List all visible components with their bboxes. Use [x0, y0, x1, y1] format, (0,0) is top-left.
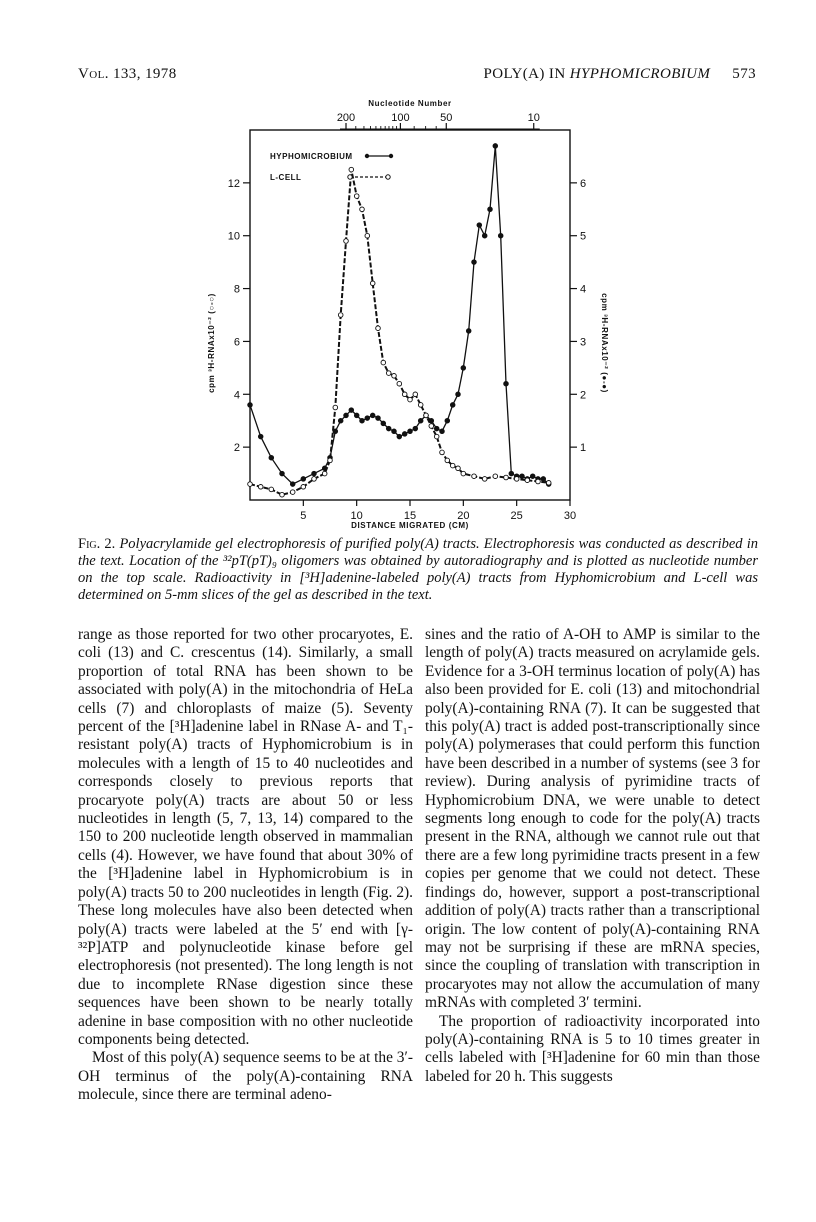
data-point-hyphomicrobium — [354, 413, 359, 418]
right-axis-title: cpm ³H-RNAx10⁻² (●-●) — [600, 293, 609, 393]
series-layer — [248, 144, 551, 497]
data-point-l-cell — [301, 485, 306, 490]
data-point-l-cell — [381, 360, 386, 365]
data-point-hyphomicrobium — [408, 429, 413, 434]
top-axis — [337, 112, 540, 129]
left-y-tick-label: 12 — [227, 177, 240, 190]
data-point-hyphomicrobium — [397, 434, 402, 439]
data-point-l-cell — [536, 479, 541, 484]
left-column — [78, 626, 413, 1105]
right-y-tick-label: 4 — [580, 283, 587, 296]
volume-label: Vol. 133, 1978 — [78, 66, 177, 82]
data-point-l-cell — [493, 474, 498, 479]
data-point-hyphomicrobium — [434, 426, 439, 431]
data-point-l-cell — [365, 233, 370, 238]
data-point-l-cell — [386, 371, 391, 376]
data-point-hyphomicrobium — [349, 408, 354, 413]
left-y-tick-label: 4 — [233, 389, 240, 402]
data-point-hyphomicrobium — [386, 426, 391, 431]
data-point-hyphomicrobium — [530, 474, 535, 479]
top-tick-label: 100 — [391, 112, 410, 124]
left-y-tick-label: 6 — [233, 336, 240, 349]
data-point-hyphomicrobium — [269, 455, 274, 460]
top-tick-label: 10 — [527, 112, 540, 124]
data-point-l-cell — [434, 434, 439, 439]
data-point-l-cell — [269, 487, 274, 492]
data-point-l-cell — [322, 471, 327, 476]
data-point-hyphomicrobium — [520, 474, 525, 479]
data-point-hyphomicrobium — [338, 418, 343, 423]
data-point-l-cell — [440, 450, 445, 455]
caption-label: Fig. 2. — [78, 536, 116, 552]
paragraph: The proportion of radioactivity incorporated into poly(A)-containing RNA is 5 to 10 times greater in cells labeled with [³H]adenine for 60 min than those labeled for 20 h. This suggests — [425, 1012, 760, 1085]
data-point-hyphomicrobium — [445, 418, 450, 423]
paragraph: range as those reported for two other procaryotes, E. coli (13) and C. crescentus (14). Similarly, a small proportion of total RNA has been shown to be associated with poly(A) in the mitochondria of HeLa cells (7) and chloroplasts of maize (5). Seventy percent of the [³H]adenine label in RNase A- and T₁-resistant poly(A) tracts of Hyphomicrobium is in molecules with a length of 15 to 40 nucleotides and corresponds closely to previous reports that procaryote poly(A) tracts are about 50 or less nucleotides in length (5, 7, 13, 14) compared to the 150 to 200 nucleotide length observed in mammalian cells (4). However, we have found that about 30% of the [³H]adenine label in Hyphomicrobium is in poly(A) tracts 50 to 200 nucleotides in length (Fig. 2). These long molecules have also been detected when poly(A) tracts were labeled at the 5′ end with [γ-³²P]ATP and polynucleotide kinase before gel electrophoresis (not presented). The long length is not due to incomplete RNase digestion since these sequences have been shown to be nearly totally adenine in base composition with no other nucleotide components being detected. — [78, 626, 413, 1048]
data-point-l-cell — [354, 194, 359, 199]
data-point-hyphomicrobium — [541, 477, 546, 482]
legend-label-lcell: L-CELL — [270, 173, 302, 182]
data-point-hyphomicrobium — [258, 434, 263, 439]
data-point-hyphomicrobium — [504, 381, 509, 386]
data-point-hyphomicrobium — [477, 223, 482, 228]
plot-frame — [250, 130, 570, 500]
left-y-tick-label: 10 — [227, 230, 240, 243]
data-point-hyphomicrobium — [418, 418, 423, 423]
x-tick-label: 15 — [403, 510, 417, 522]
figure-caption — [78, 536, 758, 604]
x-tick-label: 30 — [563, 510, 577, 522]
data-point-hyphomicrobium — [461, 366, 466, 371]
data-point-l-cell — [546, 481, 551, 486]
data-point-l-cell — [418, 403, 423, 408]
data-point-hyphomicrobium — [402, 432, 407, 437]
data-point-l-cell — [349, 167, 354, 172]
data-point-l-cell — [370, 281, 375, 286]
running-title-prefix: POLY(A) IN — [483, 66, 570, 82]
data-point-l-cell — [461, 471, 466, 476]
right-y-tick-label: 1 — [580, 442, 587, 455]
data-point-l-cell — [525, 478, 530, 483]
data-point-l-cell — [280, 492, 285, 497]
data-point-l-cell — [312, 477, 317, 482]
data-point-l-cell — [333, 405, 338, 410]
top-tick-label: 200 — [336, 112, 356, 124]
data-point-hyphomicrobium — [440, 429, 445, 434]
data-point-l-cell — [360, 207, 365, 212]
data-point-hyphomicrobium — [365, 416, 370, 421]
data-point-l-cell — [504, 475, 509, 480]
data-point-hyphomicrobium — [413, 426, 418, 431]
legend-marker-open — [348, 175, 352, 179]
data-point-l-cell — [408, 397, 413, 402]
data-point-l-cell — [376, 326, 381, 331]
data-point-hyphomicrobium — [370, 413, 375, 418]
x-tick-label: 20 — [457, 510, 470, 522]
series-l-cell — [248, 167, 551, 497]
right-y-tick-label: 5 — [580, 230, 587, 243]
data-point-l-cell — [392, 374, 397, 379]
data-point-l-cell — [450, 463, 455, 468]
data-point-hyphomicrobium — [312, 471, 317, 476]
page-number: 573 — [732, 66, 756, 82]
data-point-hyphomicrobium — [344, 413, 349, 418]
x-axis-title: DISTANCE MIGRATED (CM) — [351, 521, 469, 530]
data-point-hyphomicrobium — [472, 260, 477, 265]
data-point-hyphomicrobium — [482, 233, 487, 238]
data-point-l-cell — [338, 313, 343, 318]
left-y-tick-label: 8 — [233, 283, 240, 296]
data-point-hyphomicrobium — [488, 207, 493, 212]
data-point-hyphomicrobium — [456, 392, 461, 397]
data-point-hyphomicrobium — [493, 144, 498, 149]
data-point-hyphomicrobium — [381, 421, 386, 426]
series-hyphomicrobium — [248, 144, 551, 487]
paragraph: Most of this poly(A) sequence seems to be at the 3′-OH terminus of the poly(A)-containing RNA molecule, since there are terminal adeno- — [78, 1049, 413, 1104]
data-point-l-cell — [397, 381, 402, 386]
data-point-l-cell — [402, 392, 407, 397]
right-y-tick-label: 3 — [580, 336, 587, 349]
data-point-l-cell — [482, 477, 487, 482]
data-point-l-cell — [413, 392, 418, 397]
paragraph: sines and the ratio of A-OH to AMP is similar to the length of poly(A) tracts measured on acrylamide gels. Evidence for a 3-OH terminus location of poly(A) has also been provided for E. coli (13) and mitochondrial poly(A)-containing RNA (7). It can be suggested that this poly(A) tract is added post-transcriptionally since poly(A) polymerases that could perform this function have been described in a number of systems (see 3 for review). During analysis of pyrimidine tracts of Hyphomicrobium DNA, we were unable to detect segments long enough to code for the poly(A) tracts present in the RNA, although we cannot rule out that there are a few long pyrimidine tracts present in a few copies per genome that we could not detect. These findings do, however, support a post-transcriptional addition of poly(A) tracts rather than a transcriptional origin. The low content of poly(A)-containing RNA may not be surprising if these are mRNA species, since the coupling of translation with transcription in procaryotes may not allow the accumulation of many mRNAs with completed 3′ termini. — [425, 626, 760, 1012]
data-point-hyphomicrobium — [509, 471, 514, 476]
data-point-hyphomicrobium — [290, 482, 295, 487]
top-tick-label: 50 — [440, 112, 453, 124]
data-point-l-cell — [344, 239, 349, 244]
data-point-l-cell — [429, 424, 434, 429]
caption-text: Polyacrylamide gel electrophoresis of purified poly(A) tracts. Electrophoresis was conducted as described in the text. Location of the ³²pT(pT)₉ oligomers was obtained by autoradiography and is plotted as nucleotide number on the top scale. Radioactivity in [³H]adenine-labeled poly(A) tracts from Hyphomicrobium and L-cell was determined on 5-mm slices of the gel as described in the text. — [78, 536, 758, 603]
top-axis-title: Nucleotide Number — [368, 99, 452, 108]
data-point-l-cell — [445, 458, 450, 463]
x-tick-label: 25 — [510, 510, 523, 522]
data-point-hyphomicrobium — [360, 418, 365, 423]
series-line-hyphomicrobium — [250, 146, 549, 484]
x-tick-label: 10 — [350, 510, 363, 522]
x-tick-label: 5 — [300, 510, 307, 522]
data-point-hyphomicrobium — [498, 233, 503, 238]
data-point-l-cell — [258, 485, 263, 490]
running-title-italic: HYPHOMICROBIUM — [569, 66, 711, 82]
data-point-l-cell — [472, 474, 477, 479]
legend-marker-filled — [389, 154, 393, 158]
right-y-tick-label: 6 — [580, 177, 587, 190]
data-point-hyphomicrobium — [301, 477, 306, 482]
figure-2-chart — [0, 0, 816, 540]
right-y-tick-label: 2 — [580, 389, 587, 402]
data-point-l-cell — [514, 477, 519, 482]
right-column — [425, 626, 760, 1086]
data-point-hyphomicrobium — [280, 471, 285, 476]
data-point-hyphomicrobium — [248, 403, 253, 408]
data-point-hyphomicrobium — [376, 416, 381, 421]
data-point-l-cell — [424, 413, 429, 418]
legend-marker-filled — [365, 154, 369, 158]
axis-ticks — [228, 178, 586, 522]
data-point-l-cell — [456, 466, 461, 471]
data-point-hyphomicrobium — [466, 329, 471, 334]
data-point-hyphomicrobium — [392, 429, 397, 434]
legend-label-hyphomicrobium: HYPHOMICROBIUM — [270, 152, 353, 161]
chart-legend — [270, 152, 393, 182]
left-y-tick-label: 2 — [233, 442, 240, 455]
data-point-l-cell — [248, 482, 253, 487]
data-point-hyphomicrobium — [450, 403, 455, 408]
left-axis-title: cpm ³H-RNAx10⁻² (○-○) — [207, 293, 216, 393]
data-point-l-cell — [328, 458, 333, 463]
data-point-l-cell — [290, 490, 295, 495]
legend-marker-open — [386, 175, 390, 179]
